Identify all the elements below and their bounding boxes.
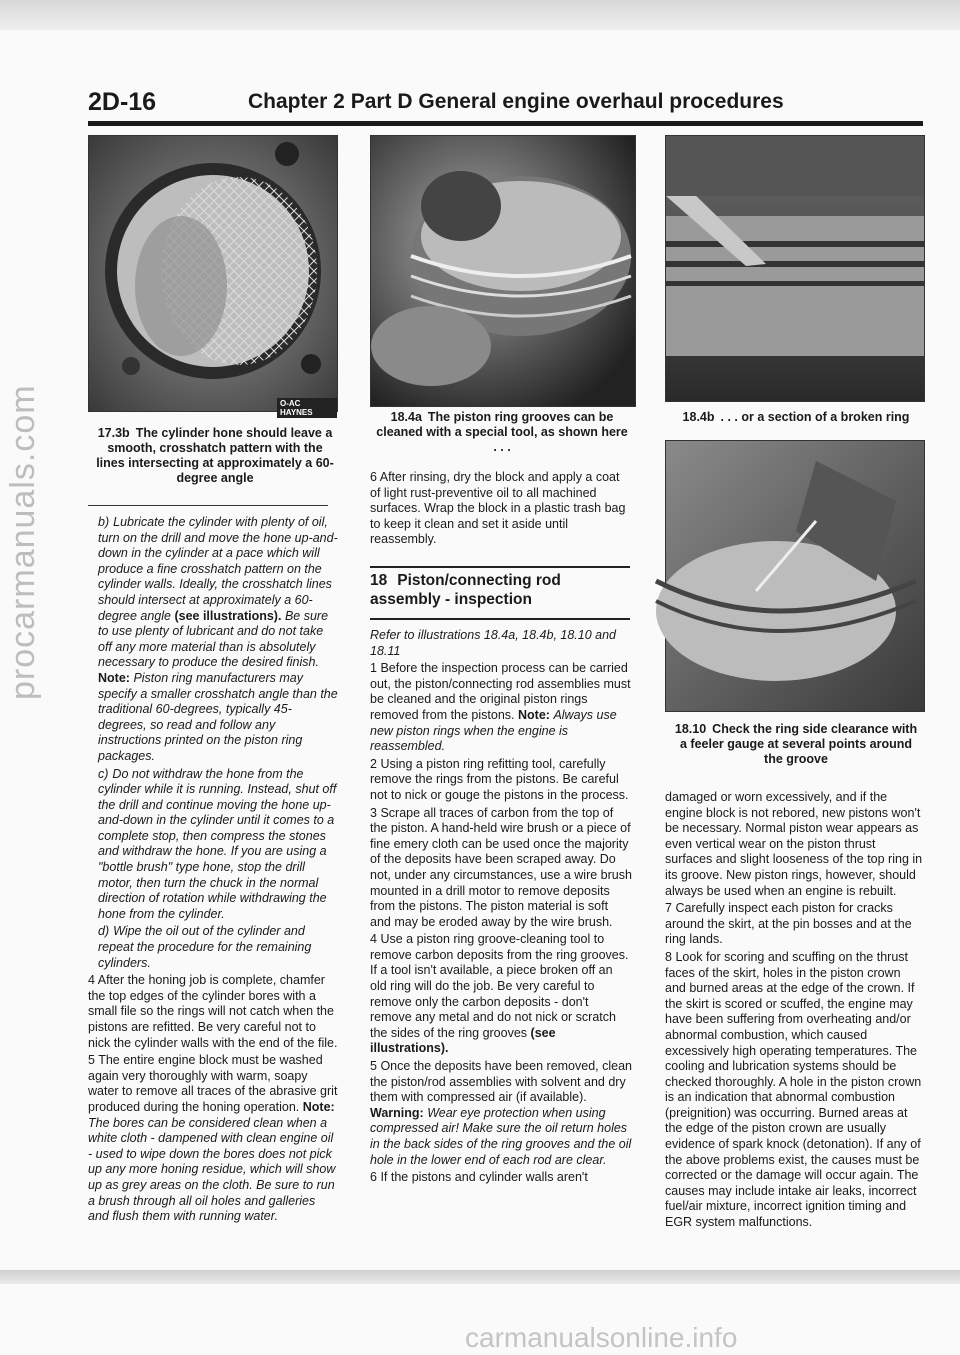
caption-rule <box>88 505 328 506</box>
photo-cylinder-crosshatch <box>88 135 338 417</box>
paragraph-2: 2 Using a piston ring refitting tool, carefully remove the rings from the pistons. Be careful not to nick or gouge the pistons in the process. <box>370 756 629 802</box>
figure-caption-17-3b <box>96 426 334 486</box>
figure-number: 18.4a <box>390 410 422 424</box>
step-c: c) Do not withdraw the hone from the cylinder while it is running. Instead, shut off the drill and continue moving the hone up-and-down in the cylinder until it comes to a complete stop, then compress the stones and withdraw the hone. If you are using a "bottle brush" type hone, stop the drill motor, then turn the chuck in the normal direction of rotation while withdrawing the hone from the cylinder. <box>98 766 337 921</box>
bottom-watermark: carmanualsonline.info <box>465 1322 738 1353</box>
figure-caption-text: . . . or a section of a broken ring <box>720 410 910 424</box>
step-d: d) Wipe the oil out of the cylinder and repeat the procedure for the remaining cylinders. <box>98 924 312 970</box>
paragraph-4: 4 Use a piston ring groove-cleaning tool to remove carbon deposits from the ring grooves. If a tool isn't available, a piece broken off an old ring will do the job. Be very careful to remove only the carbon deposits - don't remove any metal and do not nick or scratch the sides of the ring grooves (see illustrations). <box>370 932 629 1056</box>
figure-caption-18-10 <box>670 722 922 767</box>
figure-number: 18.10 <box>674 722 707 736</box>
paragraph-5: 5 The entire engine block must be washed again very thoroughly with warm, soapy water to remove all traces of the abrasive grit produced during the honing operation. Note: The bores can be considered clean when a white cloth - dampened with clean engine oil - used to wipe down the bores does not pick up any more honing residue, which will show up as grey areas on the cloth. Be sure to run a brush through all oil holes and galleries and flush them with running water. <box>88 1053 338 1224</box>
column-2 <box>370 628 632 1188</box>
paragraph-7: 7 Carefully inspect each piston for cracks around the skirt, at the pin bosses and at the ring lands. <box>665 901 912 947</box>
photo-broken-ring <box>665 135 925 402</box>
section-number: 18 <box>370 572 388 589</box>
page-number: 2D-16 <box>88 88 157 116</box>
column-1 <box>88 515 338 1227</box>
photo-ring-groove-cleaner <box>370 135 636 407</box>
scan-bottom-band <box>0 1270 960 1284</box>
refer-illustrations: Refer to illustrations 18.4a, 18.4b, 18.10 and 18.11 <box>370 628 616 658</box>
section-rule-bottom <box>370 618 630 620</box>
page-header <box>88 88 918 122</box>
column-3 <box>665 790 923 1233</box>
figure-number: 18.4b <box>682 410 715 424</box>
side-watermark: procarmanuals.com <box>4 384 42 700</box>
paragraph-3: 3 Scrape all traces of carbon from the top of the piston. A hand-held wire brush or a piece of fine emery cloth can be used once the majority of the deposits have been scraped away. Do not, under any circumstances, use a wire brush mounted in a drill motor to remove deposits from the pistons. The piston material is soft and may be eroded away by the wire brush. <box>370 805 632 929</box>
paragraph-6-continued: 6 If the pistons and cylinder walls aren't <box>370 1170 588 1185</box>
paragraph-5: 5 Once the deposits have been removed, clean the piston/rod assemblies with solvent and dry them with compressed air (if available). Warning: Wear eye protection when using compressed air! Make sure the oil return holes in the back sides of the ring grooves and the oil hole in the lower end of each rod are clear. <box>370 1059 632 1167</box>
figure-caption-text: The cylinder hone should leave a smooth, crosshatch pattern with the lines intersecting at approximately a 60-degree angle <box>96 426 334 485</box>
figure-caption-text: The piston ring grooves can be cleaned with a special tool, as shown here . . . <box>376 410 628 454</box>
figure-number: 17.3b <box>97 426 130 440</box>
paragraph-8: 8 Look for scoring and scuffing on the thrust faces of the skirt, holes in the piston crown and burned areas at the edge of the crown. If the skirt is scored or scuffed, the engine may have been suffering from overheating and/or abnormal combustion, which caused excessively high operating temperatures. The cooling and lubrication systems should be checked thoroughly. A hole in the piston crown is an indication that abnormal combustion (preignition) was occurring. Burned areas at the edge of the piston crown are usually evidence of spark knock (detonation). If any of the above problems exist, the causes must be corrected or the damage will occur again. The causes may include intake air leaks, incorrect fuel/air mixture, incorrect ignition timing and EGR system malfunctions. <box>665 949 922 1230</box>
step-b: b) Lubricate the cylinder with plenty of oil, turn on the drill and move the hone up-and-down in the cylinder at a pace which will produce a fine crosshatch pattern on the cylinder walls. Ideally, the crosshatch lines should intersect at approximately a 60-degree angle (see illustrations). Be sure to use plenty of lubricant and do not take off any more material than is absolutely necessary to produce the desired finish. Note: Piston ring manufacturers may specify a smaller crosshatch angle than the traditional 60-degrees, typically 45-degrees, so read and follow any instructions printed on the piston ring packages. <box>98 515 338 763</box>
chapter-title: Chapter 2 Part D General engine overhaul procedures <box>248 90 784 113</box>
figure-caption-18-4a <box>376 410 628 455</box>
photo-ring-side-clearance <box>665 440 925 712</box>
paragraph-4: 4 After the honing job is complete, chamfer the top edges of the cylinder bores with a small file so the rings will not catch when the pistons are refitted. Be very careful not to nick the cylinder walls with the end of the file. <box>88 973 338 1050</box>
figure-caption-text: Check the ring side clearance with a feeler gauge at several points around the groove <box>679 722 918 766</box>
haynes-badge: O-AC HAYNES <box>277 398 337 418</box>
column-2-top <box>370 470 632 550</box>
scan-top-band <box>0 0 960 30</box>
header-rule <box>88 121 923 126</box>
paragraph-1: 1 Before the inspection process can be carried out, the piston/connecting rod assemblies must be cleaned and the original piston rings removed from the pistons. Note: Always use new piston rings when the engine is reassembled. <box>370 661 631 754</box>
paragraph-continued: damaged or worn excessively, and if the engine block is not rebored, new pistons won't be necessary. Normal piston wear appears as even vertical wear on the piston thrust surfaces and slight looseness of the top ring in its groove. New piston rings, however, should always be used when an engine is rebuilt. <box>665 790 923 898</box>
section-rule-top <box>370 566 630 568</box>
section-title: Piston/connecting rod assembly - inspection <box>370 572 561 608</box>
section-heading <box>370 571 630 609</box>
paragraph-6: 6 After rinsing, dry the block and apply a coat of light rust-preventive oil to all machined surfaces. Wrap the block in a plastic trash bag to keep it clean and set it aside until reassembly. <box>370 470 626 547</box>
figure-caption-18-4b <box>668 410 924 425</box>
